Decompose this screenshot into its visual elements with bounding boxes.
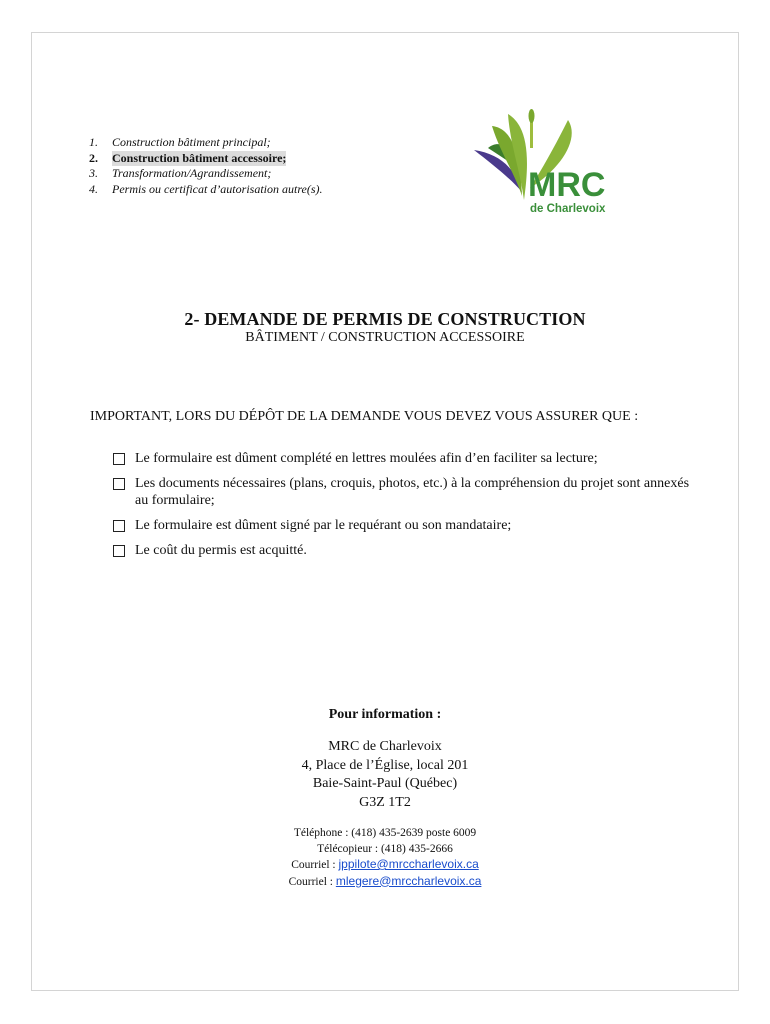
permit-type-item-selected — [89, 151, 323, 167]
address-line: G3Z 1T2 — [359, 795, 411, 811]
permit-type-label: Construction bâtiment accessoire; — [112, 150, 287, 165]
permit-type-list — [89, 135, 323, 197]
email-link[interactable]: jppilote@mrccharlevoix.ca — [338, 857, 479, 871]
permit-type-number: 4. — [89, 181, 98, 196]
checklist-item — [113, 542, 693, 559]
checklist-item — [113, 517, 693, 534]
checkbox[interactable] — [113, 453, 125, 465]
contact-block — [0, 826, 770, 890]
permit-type-number: 1. — [89, 135, 98, 149]
logo-subtext: de Charlevoix — [530, 203, 606, 215]
checklist-item-text: Le formulaire est dûment signé par le requérant ou son mandataire; — [135, 518, 512, 533]
checklist-item-text: Le coût du permis est acquitté. — [135, 543, 307, 558]
checklist-item-text: Le formulaire est dûment complété en lettres moulées afin d’en faciliter sa lecture; — [135, 451, 598, 466]
checkbox[interactable] — [113, 545, 125, 557]
email-line — [0, 874, 770, 891]
email-link[interactable]: mlegere@mrccharlevoix.ca — [335, 873, 482, 888]
email-line — [0, 857, 770, 874]
address-line: Baie-Saint-Paul (Québec) — [312, 776, 458, 792]
requirements-checklist — [113, 450, 693, 567]
permit-type-label: Transformation/Agrandissement; — [112, 166, 272, 180]
logo-mrc-text: MRC — [528, 166, 606, 204]
permit-type-label: Permis ou certificat d’autorisation autre(s). — [112, 181, 323, 196]
permit-type-label: Construction bâtiment principal; — [112, 135, 271, 149]
important-notice: IMPORTANT, LORS DU DÉPÔT DE LA DEMANDE VOUS DEVEZ VOUS ASSURER QUE : — [90, 409, 639, 424]
permit-type-number: 2. — [89, 150, 98, 165]
form-title: 2- DEMANDE DE PERMIS DE CONSTRUCTION — [184, 309, 586, 329]
phone-line: Téléphone : (418) 435-2639 poste 6009 — [293, 827, 477, 839]
checklist-item — [113, 475, 693, 509]
address-block — [0, 738, 770, 813]
checklist-item — [113, 450, 693, 467]
email-label: Courriel : — [291, 859, 339, 871]
permit-type-item — [89, 135, 323, 151]
permit-type-item — [89, 166, 323, 182]
logo-stalk-tip — [529, 109, 535, 123]
info-heading: Pour information : — [328, 707, 442, 722]
address-line: MRC de Charlevoix — [328, 739, 442, 754]
permit-type-item — [89, 182, 323, 198]
checkbox[interactable] — [113, 478, 125, 490]
checkbox[interactable] — [113, 520, 125, 532]
email-label: Courriel : — [288, 875, 336, 888]
permit-type-number: 3. — [89, 166, 98, 180]
checklist-item-text: Les documents nécessaires (plans, croquis, photos, etc.) à la compréhension du projet sont annexés au formulaire; — [135, 476, 690, 508]
fax-line: Télécopieur : (418) 435-2666 — [317, 842, 453, 855]
form-subtitle: BÂTIMENT / CONSTRUCTION ACCESSOIRE — [245, 330, 525, 345]
address-line: 4, Place de l’Église, local 201 — [301, 757, 469, 773]
mrc-charlevoix-logo — [470, 108, 610, 220]
